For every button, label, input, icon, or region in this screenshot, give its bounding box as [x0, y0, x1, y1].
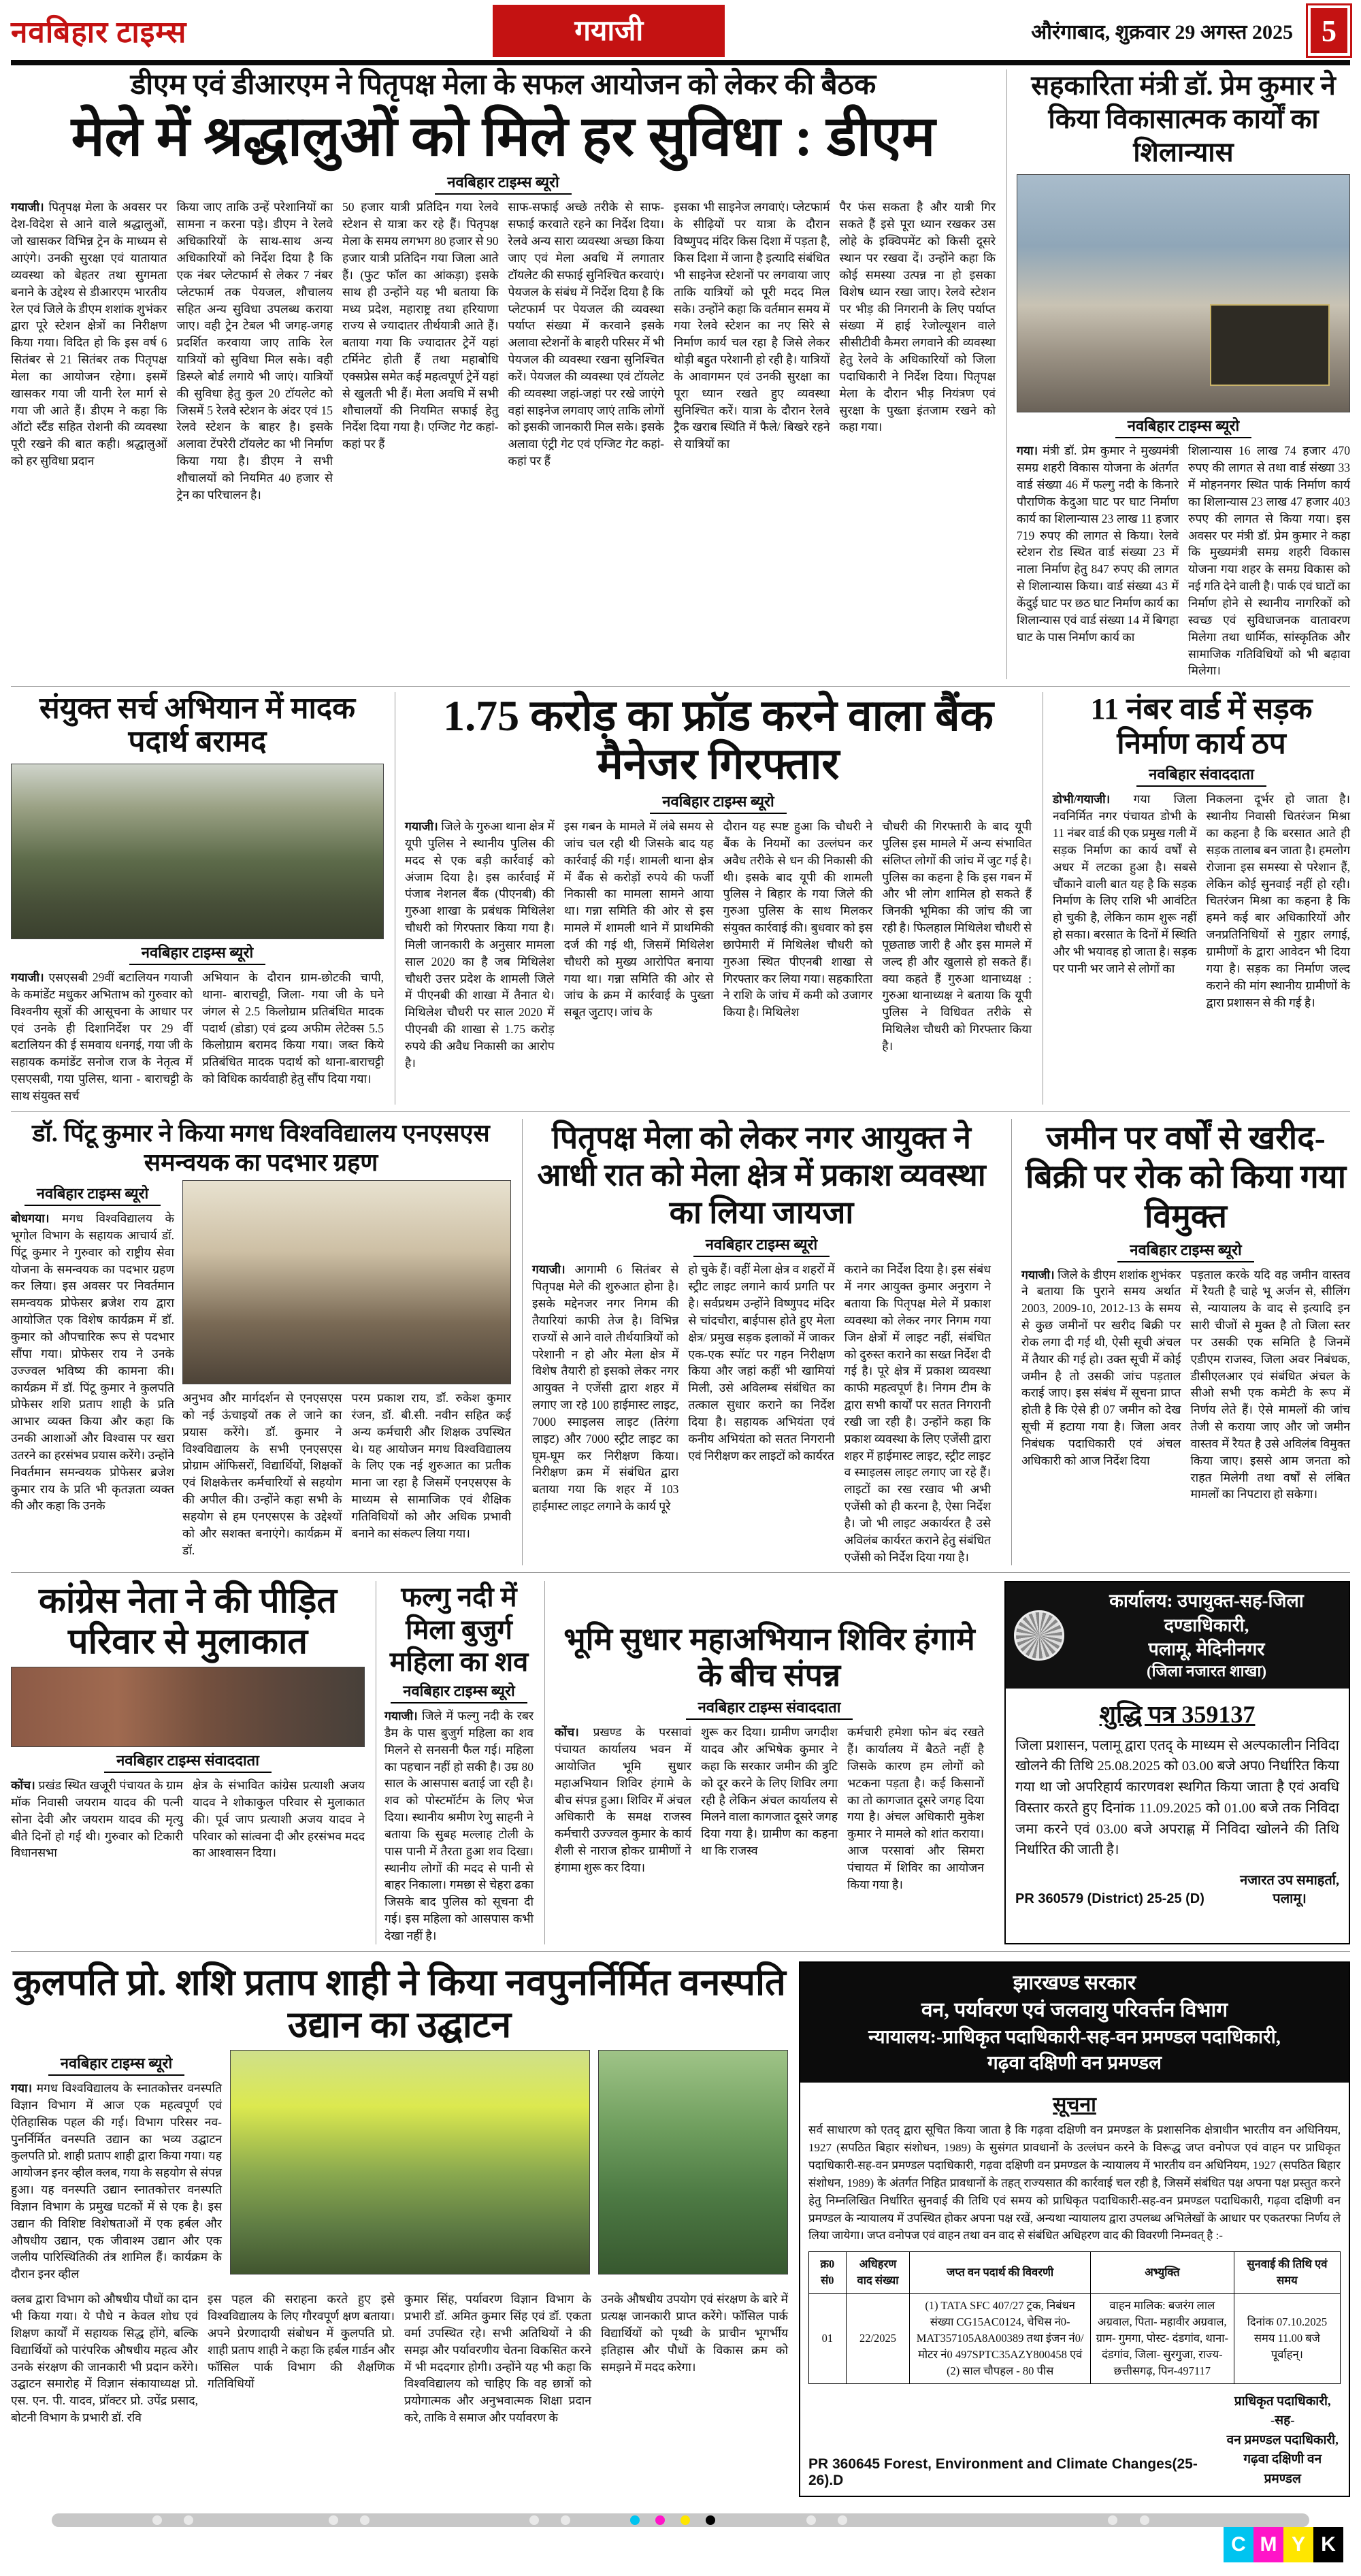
fraud-col-2: इस गबन के मामले में लंबे समय से जांच चल रही थी जिसके बाद यह कार्रवाई की गई। शामली थाना क्षेत्र में बैंक से करोड़ों रुपये की फर्जी निकासी का मामला सामने आया था। गन्ना समिति की ओर से इस मामले में शामली थाने में प्राथमिकी दर्ज की गई थी, जिसमें मिथिलेश चौधरी को मुख्य आरोपित बनाया गया था। गन्ना समिति की ओर से जांच के क्रम में कार्रवाई के पुख्ता सबूत जुटाए। जांच के [563, 819, 714, 1020]
bhoomi-col-2: शुरू कर दिया। ग्रामीण जगदीश यादव और अभिषेक कुमार ने कहा कि सरकार जमीन की त्रुटि को दूर करने के लिए शिविर लगा रही है लेकिन अंचल कार्यालय से मिलने वाला कागजात दूसरे जगह दिया गया है। ग्रामीण का कहना था कि राजस्व [701, 1725, 838, 1858]
pintu-photo [182, 1180, 511, 1384]
jharkhand-gov-header [800, 1963, 1349, 2083]
kulpati-photo-2 [598, 2050, 788, 2275]
yellow-registration-dot [680, 2515, 690, 2525]
congress-byline: नवबिहार टाइम्स संवाददाता [104, 1750, 272, 1773]
jh-sign-line3: वन प्रमण्डल पदाधिकारी, [1226, 2432, 1339, 2447]
jameen-col-2: पड़ताल करके यदि वह जमीन वास्तव में रैयती है चाहे भू अर्जन से, सीलिंग से, न्यायालय के वाद से इत्यादि इन सारी चीजों से मुक्त है तो जिला स्तर पर उसकी एक समिति है जिनमें एडीएम राजस्व, जिला अवर निबंधक, डीसीएलआर एवं संबंधित अंचल के सीओ सभी एक कमेटी के रूप में निर्णय लेते हैं। ऐसे मामलों की जांच तेजी से कराया जाए और जो जमीन वास्तव में रैयत है उसे अविलंब विमुक्त किया जाए। इससे आम जनता को राहत मिलेगी तथा वर्षों से लंबित मामलों का निपटारा हो सकेगा। [1190, 1267, 1350, 1501]
falgu-dateline: गयाजी। [384, 1709, 418, 1723]
kulpati-col-3: इस पहल की सराहना करते हुए इसे विश्वविद्यालय के लिए गौरवपूर्ण क्षण बताया। अपने प्रेरणादायी संबोधन में कुलपति प्रो. शाही प्रताप शाही ने कहा कि हर्बल गार्डन और फॉसिल पार्क विभाग की शैक्षणिक गतिविधियों [208, 2292, 395, 2391]
article-jameen [1011, 1119, 1350, 1566]
bhoomi-byline: नवबिहार टाइम्स संवाददाता [686, 1697, 853, 1720]
masthead-rule [11, 60, 1350, 65]
col-header-case: अधिहरण वाद संख्या [846, 2252, 910, 2294]
bhoomi-col-3: कर्मचारी हमेशा फोन बंद रखते हैं। कार्यालय में बैठते नहीं है जिसके कारण हम लोगों को भटकना पड़ता है। कई किसानों का तो कागजात दूसरे जगह दिया गया है। अंचल अधिकारी मुकेश कुमार ने मामले को शांत कराया। आज परसावां और सिमरा पंचायत में शिविर का आयोजन किया गया है। [847, 1725, 984, 1891]
shilanyas-col-2: शिलान्यास 16 लाख 74 हजार 470 रुपए की लागत से तथा वार्ड संख्या 33 में मोहननगर स्थित पार्क निर्माण कार्य का शिलान्यास 23 लाख 47 हजार 403 रुपए की लागत से किया गया। इस अवसर पर मंत्री डॉ. प्रेम कुमार ने कहा कि मुख्यमंत्री समग्र शहरी विकास योजना गया शहर के समग्र विकास को नई गति देने वाली है। पार्क एवं घाटों का निर्माण होने से स्थानीय नागरिकों को स्वच्छ एवं सुविधाजनक वातावरण मिलेगा तथा धार्मिक, सांस्कृतिक और सामाजिक गतिविधियों को भी बढ़ावा मिलेगा। [1188, 444, 1350, 678]
notice-jharkhand-forest [799, 1961, 1350, 2497]
jh-sign-line2: -सह- [1270, 2413, 1295, 2428]
shilanyas-dateline: गया। [1017, 444, 1038, 458]
jameen-byline: नवबिहार टाइम्स ब्यूरो [1117, 1239, 1254, 1262]
shilanyas-byline: नवबिहार टाइम्स ब्यूरो [1115, 415, 1252, 438]
article-lead [11, 69, 996, 679]
congress-col-1: कोंच। प्रखंड स्थित खजूरी पंचायत के ग्राम मॉक निवासी जयराम यादव की पत्नी सोना देवी और जयराम यादव की मृत्यु बीते दिनों हो गई थी। गुरुवार को टिकारी विधानसभा [11, 1778, 183, 1860]
masthead [11, 7, 1350, 54]
shuddhi-sign-line2: पलामू। [1273, 1891, 1307, 1907]
congress-col-2: क्षेत्र के संभावित कांग्रेस प्रत्याशी अजय यादव ने शोकाकुल परिवार से मुलाकात की। पूर्व जाप प्रत्याशी अजय यादव ने परिवार को सांत्वना दी और हरसंभव मदद का आश्वासन दिया। [193, 1778, 365, 1860]
jh-gov-line2: वन, पर्यावरण एवं जलवायु परिवर्त्तन विभाग [921, 1999, 1228, 2022]
fraud-dateline: गयाजी। [405, 819, 438, 833]
col-header-sno: क्र0 सं0 [809, 2252, 847, 2294]
nagar-byline: नवबिहार टाइम्स ब्यूरो [693, 1234, 830, 1257]
fraud-col-4: चौधरी की गिरफ्तारी के बाद यूपी पुलिस इस मामले में अन्य संभावित संलिप्त लोगों की जांच में जुट गई है। पुलिस का कहना है कि इस गबन में और भी लोग शामिल हो सकते हैं जिनकी भूमिका की जांच की जा रही है। फिलहाल मिथिलेश चौधरी से पूछताछ जारी है और इस मामले में जल्द ही और खुलासे हो सकते हैं। क्या कहते हैं गुरुआ थानाध्यक्ष : गुरुआ थानाध्यक्ष ने बताया कि यूपी पुलिस ने विधिवत तरीके से मिथिलेश चौधरी को गिरफ्तार किया है। [882, 819, 1032, 1053]
kulpati-col-1: गया। मगध विश्वविद्यालय के स्नातकोत्तर वनस्पति विज्ञान विभाग में आज एक महत्वपूर्ण एवं ऐतिहासिक पहल की गई। विभाग परिसर नव-पुनर्निर्मित वनस्पति उद्यान का भव्य उद्घाटन कुलपति प्रो. शाही प्रताप शाही द्वारा किया गया। यह आयोजन इनर व्हील क्लब, गया के सहयोग से संपन्न हुआ। यह वनस्पति उद्यान स्नातकोत्तर वनस्पति विज्ञान विभाग के प्रमुख घटकों में से एक है। इस उद्यान की विशिष्ट विशेषताओं में एक हर्बल और औषधीय उद्यान, एक जीवाश्म उद्यान और एक जलीय पारिस्थितिकी तंत्र शामिल हैं। कार्यक्रम के दौरान इनर व्हील [11, 2081, 223, 2281]
col-header-hearing: सुनवाई की तिथि एवं समय [1234, 2252, 1340, 2294]
shilanyas-col-1: गया। मंत्री डॉ. प्रेम कुमार ने मुख्यमंत्री समग्र शहरी विकास योजना के अंतर्गत वार्ड संख्या 46 में फल्गु नदी के किनारे पौराणिक केदुआ घाट पर घाट निर्माण कार्य का शिलान्यास 23 लाख 11 हजार 719 रुपए की लागत से किया। रेलवे स्टेशन रोड स्थित वार्ड संख्या 23 में नाला निर्माण हेतु 847 रुपए की लागत से शिलान्यास किया। वार्ड संख्या 43 में केंदुई घाट पर छठ घाट निर्माण कार्य का शिलान्यास एवं वार्ड संख्या 14 में बिगहा घाट के पास निर्माण कार्य का [1017, 444, 1179, 644]
search-byline: नवबिहार टाइम्स ब्यूरो [129, 942, 266, 965]
shuddhi-office-line1: कार्यालय: उपायुक्त-सह-जिला दण्डाधिकारी, [1109, 1591, 1304, 1635]
yellow-swatch: Y [1283, 2527, 1313, 2562]
falgu-byline: नवबिहार टाइम्स ब्यूरो [391, 1680, 527, 1703]
shilanyas-headline: सहकारिता मंत्री डॉ. प्रेम कुमार ने किया विकासात्मक कार्यों का शिलान्यास [1031, 70, 1336, 167]
congress-dateline: कोंच। [11, 1778, 35, 1793]
nagar-col-2: हो चुके हैं। वहीं मेला क्षेत्र व शहरों में स्ट्रीट लाइट लगाने कार्य प्रगति पर है। सर्वप्रथम उन्होंने विष्णुपद मंदिर से चांदचौरा, बाईपास होते हुए मेला क्षेत्र/ प्रमुख सड़क इलाकों में जाकर एक-एक स्पॉट पर गहन निरीक्षण किया और जहां कहीं भी खामियां मिली, उसे अविलम्ब संबंधित का तत्काल सुधार कराने का निर्देश दिया है। सहायक अभियंता एवं कनीय अभियंता को सतत निगरानी एवं निरीक्षण कर लाइटों को कार्यरत [688, 1262, 835, 1463]
nagar-col-3: कराने का निर्देश दिया है। इस संबंध में नगर आयुक्त कुमार अनुराग ने बताया कि पितृपक्ष मेले में प्रकाश व्यवस्था को लेकर नगर निगम गया जिन क्षेत्रों में लाइट नहीं, संबंधित को दुरुस्त कराने का सख्त निर्देश दी गई है। पूरे क्षेत्र में प्रकाश व्यवस्था काफी महत्वपूर्ण है। निगम टीम के द्वारा सभी कार्यों पर सतत निगरानी रखी जा रही है। उन्होंने कहा कि प्रकाश व्यवस्था के लिए एजेंसी द्वारा शहर में हाईमास्ट लाइट, स्ट्रीट लाइट व स्माइलस लाइट लगाए जा रहे हैं। लाइटों का रख रखाव भी अभी एजेंसी को ही करना है, ऐसा निर्देश है। जो भी लाइट अकार्यरत है उसे अविलंब कार्यरत कराने हेतु संबंधित एजेंसी को निर्देश दिया गया है। [844, 1262, 991, 1564]
jameen-col-1: गयाजी। जिले के डीएम शशांक शुभंकर ने बताया कि पुराने समय अर्थात 2003, 2009-10, 2012-13 के समय से कुछ जमीनों पर खरीद बिक्री पर रोक लगा दी गई थी, ऐसी सूची अंचल में तैयार की गई हो। उक्त सूची में कोई जमीन है तो उसकी जांच पड़ताल कराई जाए। इस संबंध में सूचना प्राप्त होती है कि ऐसे ही 07 जमीन को देख सूची में हटाया गया है। जिला अवर निबंधक पदाधिकारी एवं अंचल अधिकारी को आज निर्देश दिया [1021, 1267, 1181, 1467]
cmyk-color-mark [1224, 2527, 1343, 2562]
pintu-col-2: अनुभव और मार्गदर्शन से एनएसएस को नई ऊंचाइयों तक ले जाने का प्रयास करेंगे। डॉ. कुमार ने विश्वविद्यालय के सभी एनएसएस प्रोग्राम ऑफिसरों, विद्यार्थियों, शिक्षकों एवं शिक्षकेत्तर कर्मचारियों से सहयोग की अपील की। उन्होंने कहा सभी के सहयोग से हम एनएसएस के उद्देश्यों को और सशक्त बनाएंगे। कार्यक्रम में डॉ. [182, 1391, 342, 1557]
lead-body [11, 199, 996, 503]
ward-byline: नवबिहार संवाददाता [1136, 764, 1266, 787]
shuddhi-office-line3: (जिला नजारत शाखा) [1146, 1662, 1267, 1680]
black-swatch: K [1313, 2527, 1343, 2562]
cell-hearing: दिनांक 07.10.2025 समय 11.00 बजे पूर्वाहन्। [1234, 2294, 1340, 2384]
falgu-headline: फल्गु नदी में मिला बुजुर्ग महिला का शव [389, 1582, 529, 1677]
kulpati-headline: कुलपति प्रो. शशि प्रताप शाही ने किया नवपुनर्निर्मित वनस्पति उद्यान का उद्घाटन [13, 1961, 786, 2045]
jh-gov-line3: न्यायालय:-प्राधिकृत पदाधिकारी-सह-वन प्रमण्डल पदाधिकारी, [868, 2026, 1281, 2048]
print-registration-zone [11, 2508, 1350, 2556]
nagar-col-1: गयाजी। आगामी 6 सितंबर से पितृपक्ष मेले की शुरुआत होना है। इसके मद्देनजर नगर निगम की तैयारियां काफी तेज है। विभिन्न राज्यों से आने वाले तीर्थयात्रियों को परेशानी न हो और मेला क्षेत्र में विशेष तैयारी हो इसको लेकर नगर आयुक्त ने एजेंसी द्वारा शहर में लगाए जा रहे 100 हाईमास्ट लाइट, 7000 स्माइलस लाइट (तिरंगा लाइट) और 7000 स्ट्रीट लाइट का घूम-घूम कर निरीक्षण किया। निरीक्षण क्रम में संबंधित द्वारा बताया गया कि शहर में 103 हाईमास्ट लाइट लगाने के कार्य पूरे [532, 1262, 679, 1514]
table-row [809, 2294, 1341, 2384]
edition-name: गयाजी [493, 5, 725, 57]
page-number: 5 [1308, 5, 1350, 56]
shuddhi-title: शुद्धि पत्र 359137 [1099, 1700, 1256, 1728]
col-header-remarks: अभ्युक्ति [1090, 2252, 1234, 2294]
lead-col-5: इसका भी साइनेज लगवाएं। प्लेटफार्म के सीढ़ियों पर यात्रा के दौरान विष्णुपद मंदिर किस दिशा में पड़ता है, किस दिशा में जाना है इत्यादि संबंधित भी साइनेज स्टेशनों पर लगवाया जाए ताकि यात्रियों को पूरी मदद मिल सके। उन्होंने कहा कि वर्तमान समय में गया रेलवे स्टेशन का नए सिरे से निर्माण कार्य चल रहा है जिसे लेकर थोड़ी बहुत परेशानी हो रही है। यात्रियों के आवागमन एवं उनकी सुरक्षा का पूरा ध्यान रखते हुए व्यवस्था सुनिश्चित करें। यात्रा के दौरान रेलवे ट्रैक खराब स्थिति में फैले/ बिखरे रहने से यात्रियों का [674, 200, 830, 451]
lead-byline: नवबिहार टाइम्स ब्यूरो [435, 172, 572, 195]
jh-notice-body: सर्व साधारण को एतद् द्वारा सूचित किया जाता है कि गढ़वा दक्षिणी वन प्रमण्डल के प्रशासनिक क्षेत्राधीन भारतीय वन अधिनियम, 1927 (सपठित बिहार संशोधन, 1989) के सुसंगत प्रावधानों के उल्लंघन करने के विरूद्ध जप्त वनोपज एवं वाहन पर प्राधिकृत पदाधिकारी-सह-वन प्रमण्डल पदाधिकारी, गढ़वा दक्षिणी वन प्रमण्डल के न्यायालय में भारतीय वन अधिनियम, 1927 (सपठित बिहार संशोधन, 1989) के अंतर्गत निहित प्रावधानों के तहत् राज्यसात की कार्रवाई चल रही है, जिसमें संबंधित पक्ष अपना पक्ष प्रस्तुत करने हेतु निम्नलिखित निर्धारित सुनवाई की तिथि एवं समय को प्राधिकृत पदाधिकारी-सह-वन प्रमण्डल पदाधिकारी, गढ़वा दक्षिणी वन प्रमण्डल के न्यायालय में उपस्थित होकर अपना पक्ष रखें, अन्यथा न्यायालय द्वारा उपलब्ध अभिलेखों के आधार पर एकतरफा निर्णय ले लिया जायेगा। जप्त वनोपज एवं वाहन तथा वन वाद से संबंधित अधिहरण वाद की विवरणी निम्नवत् है :- [808, 2123, 1341, 2243]
reg-dot [329, 2515, 338, 2525]
jh-gov-line4: गढ़वा दक्षिणी वन प्रमण्डल [987, 2052, 1162, 2074]
jh-pr-number: PR 360645 Forest, Environment and Climate Changes(25-26).D [808, 2456, 1198, 2489]
registration-bar [52, 2513, 1309, 2527]
congress-headline: कांग्रेस नेता ने की पीड़ित परिवार से मुलाकात [38, 1582, 338, 1662]
lead-col-1: गयाजी। पितृपक्ष मेला के अवसर पर देश-विदेश से आने वाले श्रद्धालुओं, जो खासकर विभिन्न ट्रेन के माध्यम से आएंगे। उनकी सुरक्षा एवं यातायात व्यवस्था को बेहतर तथा सुगमता बनाने के उद्देश्य से डीआरएम भारतीय रेल एवं जिले के डीएम शशांक शुभंकर द्वारा पूरे स्टेशन क्षेत्रों का निरीक्षण किया गया। विदित हो कि इस वर्ष 6 सितंबर से 21 सितंबर तक पितृपक्ष मेला का आयोजन रहेगा। इसमें खासकर गया जी यानी रेल मार्ग से गया जी आते हैं। डीएम ने कहा कि ऑटो स्टैंड सहित रोशनी की व्यवस्था पूरी रखने की बात कही। श्रद्धालुओं को हर सुविधा प्रदान [11, 200, 167, 468]
lead-col-2: किया जाए ताकि उन्हें परेशानियों का सामना न करना पड़े। डीएम ने रेलवे अधिकारियों के साथ-साथ अन्य अधिकारियों को निर्देश दिया है कि एक नंबर प्लेटफार्म से लेकर 7 नंबर प्लेटफार्म तक पेयजल, शौचालय सहित अन्य सुविधा उपलब्ध कराया जाए। वही ट्रेन टेबल भी जगह-जगह प्रदर्शित करवाया जाए ताकि रेल यात्रियों को सुविधा मिल सके। वही डिस्प्ले बोर्ड लगाये भी जाएं। यात्रियों की सुविधा हेतु कुल 20 टॉयलेट को जिसमें 5 रेलवे स्टेशन के अंदर एवं 15 रेलवे स्टेशन के बाहर है। इसके अलावा टेंपरेरी टॉयलेट का भी निर्माण किया गया है। डीएम ने सभी शौचालयों को नियमित 40 हजार से ट्रेन का परिचालन है। [176, 200, 333, 502]
magenta-registration-dot [655, 2515, 665, 2525]
lead-headline: मेले में श्रद्धालुओं को मिले हर सुविधा : डीएम [71, 105, 936, 168]
pintu-byline: नवबिहार टाइम्स ब्यूरो [24, 1183, 161, 1206]
reg-dot [360, 2515, 370, 2525]
foundation-plaque [1210, 304, 1330, 386]
search-col-1: गयाजी। एसएसबी 29वीं बटालियन गयाजी के कमांडेंट मधुकर अभिताभ को गुरुवार को विश्वनीय सूत्रों की आसूचना के आधार पर एवं उनके ही दिशानिर्देश पर 29 वीं बटालियन की ई समवाय धनगई, गया जी के सहायक कमांडेंट सनोज राज के नेतृत्व में एसएसबी, गया पुलिस, थाना - बाराचट्टी के साथ संयुक्त सर्च [11, 970, 193, 1103]
reg-dot [184, 2515, 193, 2525]
kulpati-col-5: उनके औषधीय उपयोग एवं संरक्षण के बारे में प्रत्यक्ष जानकारी प्राप्त करेंगे। फॉसिल पार्क विद्यार्थियों को पृथ्वी के प्राचीन भूगर्भीय इतिहास और पौधों के विकास क्रम को समझने में मदद करेगा। [601, 2292, 788, 2374]
ward-headline: 11 नंबर वार्ड में सड़क निर्माण कार्य ठप [1090, 692, 1313, 760]
ward-col-2: निकलना दूर्भर हो जाता है। स्थानीय निवासी चितरंजन मिश्रा का कहना है कि बरसात आते ही सड़क तालाब बन जाता है। हमलोग रोजाना इस समस्या से परेशान हैं, लेकिन कोई सुनवाई नहीं हो रही। चितरंजन मिश्रा का कहना है कि हमने कई बार अधिकारियों और जनप्रतिनिधियों से गुहार लगाई, ग्रामीणों के द्वारा आवेदन भी दिया गया है। सड़क का निर्माण जल्द कराने की मांग स्थानीय ग्रामीणों के द्वारा प्रशासन से की गई है। [1206, 792, 1350, 1009]
black-registration-dot [706, 2515, 715, 2525]
nagar-headline: पितृपक्ष मेला को लेकर नगर आयुक्त ने आधी रात को मेला क्षेत्र में प्रकाश व्यवस्था का लिया जायजा [537, 1120, 986, 1230]
kulpati-byline: नवबिहार टाइम्स ब्यूरो [48, 2053, 185, 2076]
nagar-dateline: गयाजी। [532, 1262, 565, 1277]
jh-notice-title: सूचना [1053, 2093, 1096, 2117]
article-bhoomi [544, 1581, 994, 1944]
search-col-2: अभियान के दौरान ग्राम-छोटकी चापी, थाना- बाराचट्टी, जिला- गया जी के घने जंगल से 2.5 किलोग्राम प्रतिबंधित मादक पदार्थ (डोडा) एवं द्रव्य अफीम लेटेक्स 5.5 किलोग्राम बरामद किया गया। जब्त किये प्रतिबंधित मादक पदार्थ को थाना-बाराचट्टी को विधिक कार्यवाही हेतु सौंप दिया गया। [202, 970, 384, 1086]
kulpati-photo-1 [230, 2050, 590, 2275]
reg-dot [838, 2515, 847, 2525]
lead-kicker: डीएम एवं डीआरएम ने पितृपक्ष मेला के सफल आयोजन को लेकर की बैठक [130, 69, 876, 101]
pintu-headline: डॉ. पिंटू कुमार ने किया मगध विश्वविद्यालय एनएसएस समन्वयक का पदभार ग्रहण [32, 1119, 490, 1176]
shuddhi-office-header [1006, 1582, 1349, 1688]
cyan-registration-dot [630, 2515, 640, 2525]
fraud-col-1: गयाजी। जिले के गुरुआ थाना क्षेत्र में यूपी पुलिस ने स्थानीय पुलिस की मदद से एक बड़ी कार्रवाई को अंजाम दिया है। इस कार्रवाई में पंजाब नेशनल बैंक (पीएनबी) की गुरुआ शाखा के प्रबंधक मिथिलेश चौधरी को गिरफ्तार किया गया है। मिली जानकारी के अनुसार मामला साल 2020 का है जब मिथिलेश चौधरी उत्तर प्रदेश के शामली जिले में पीएनबी की शाखा में तैनात थे। मिथिलेश चौधरी पर साल 2020 में पीएनबी की शाखा से 1.75 करोड़ रुपये की अवैध निकासी का आरोप है। [405, 819, 555, 1070]
paper-title: नवबिहार टाइम्स [11, 16, 187, 49]
shuddhi-office-line2: पलामू, मेदिनीनगर [1148, 1638, 1265, 1659]
jameen-dateline: गयाजी। [1021, 1267, 1055, 1282]
magenta-swatch: M [1253, 2527, 1283, 2562]
cell-sno: 01 [809, 2294, 847, 2384]
reg-dot [561, 2515, 570, 2525]
ward-col-1: डोभी/गयाजी। गया जिला नवनिर्मित नगर पंचायत डोभी के 11 नंबर वार्ड की एक प्रमुख गली में सड़क निर्माण का कार्य वर्षों से अधर में लटका हुआ है। सबसे चौंकाने वाली बात यह है कि सड़क निर्माण के लिए राशि भी आवंटित हो चुकी है, लेकिन काम शुरू नहीं हो सका। बरसात के दिनों में स्थिति और भी भयावह हो जाता है। सड़क पर पानी भर जाने से लोगों का [1053, 792, 1197, 975]
shuddhi-body: जिला प्रशासन, पलामू द्वारा एतद् के माध्यम से अल्पकालीन निविदा खोलने की तिथि 25.08.2025 को 03.00 बजे अप0 निर्धारित किया गया था जो अपरिहार्य कारणवश स्थगित किया जाता है एवं अवधि विस्तार करते हुए दिनांक 11.09.2025 को 01.00 बजे तक निविदा जमा करने एवं 03.00 बजे अपराह्ण में निविदा खोलने की तिथि निर्धारित की जाती है। [1015, 1738, 1339, 1858]
article-fraud [395, 692, 1032, 1105]
pintu-col-3: परम प्रकाश राय, डॉ. रुकेश कुमार रंजन, डॉ. बी.सी. नवीन सहित कई अन्य कर्मचारी और शिक्षक उपस्थित थे। यह आयोजन मगध विश्वविद्यालय के लिए एक नई शुरुआत का प्रतीक माना जा रहा है जिसमें एनएसएस के माध्यम से सामाजिक एवं शैक्षिक गतिविधियों को और अधिक प्रभावी बनाने का संकल्प लिया गया। [351, 1391, 511, 1540]
article-ward [1043, 692, 1350, 1105]
cell-remarks: वाहन मालिक: बजरंग लाल अग्रवाल, पिता- महावीर अग्रवाल, ग्राम- गुमगा, पोस्ट- दंडगांव, थाना- दंडगांव, जिला- सुरगुजा, राज्य- छत्तीसगढ़, पिन-497117 [1090, 2294, 1234, 2384]
lead-col-3: 50 हजार यात्री प्रतिदिन गया रेलवे स्टेशन से यात्रा कर रहे हैं। पितृपक्ष मेला के समय लगभग 80 हजार से 90 हजार यात्री प्रतिदिन गया जिला आते हैं। (फुट फॉल का आंकड़ा) इसके साथ ही उन्होंने यह भी बताया कि मध्य प्रदेश, महाराष्ट्र तथा हरियाणा राज्य से ज्यादातर तीर्थयात्री आते हैं। बताया गया कि ज्यादातर ट्रेनें यहां टर्मिनेट होती हैं तथा महाबोधि एक्सप्रेस समेत कई महत्वपूर्ण ट्रेनें यहां से खुलती भी हैं। मेला अवधि में सभी शौचालयों की नियमित सफाई हेतु निर्देश दिया गया है। एग्जिट गेट कहां-कहां पर हैं [342, 200, 499, 451]
article-falgu [376, 1581, 534, 1944]
article-nagar [522, 1119, 1000, 1566]
col-header-goods: जप्त वन पदार्थ की विवरणी [910, 2252, 1091, 2294]
search-photo [11, 764, 384, 939]
pintu-dateline: बोधगया। [11, 1211, 50, 1226]
shilanyas-photo [1017, 174, 1350, 412]
issue-date: औरंगाबाद, शुक्रवार 29 अगस्त 2025 [1031, 20, 1293, 44]
jh-sign-line1: प्राधिकृत पदाधिकारी, [1234, 2394, 1331, 2409]
jameen-headline: जमीन पर वर्षों से खरीद-बिक्री पर रोक को किया गया विमुक्त [1025, 1120, 1347, 1235]
article-shilanyas [1006, 69, 1350, 679]
lead-col-6: पैर फंस सकता है और यात्री गिर सकते हैं इसे पूरा ध्यान रखकर उस लोहे के इक्विपमेंट को किसी दूसरे स्थान पर रखवा दें। उन्होंने कहा कि कोई समस्या उत्पन्न ना हो इसका विशेष ध्यान रखा जाए। रेलवे स्टेशन पर भीड़ की निगरानी के लिए पर्याप्त संख्या में हाई रेजोल्यूशन वाले सीसीटीवी कैमरा लगवाने की व्यवस्था हेतु रेलवे के अधिकारियों को जिला पदाधिकारी ने निर्देश दिया। पितृपक्ष मेला के दौरान भीड़ नियंत्रण एवं सुरक्षा के पुख्ता इंतजाम रखने को कहा गया। [839, 200, 996, 434]
bhoomi-col-1: कोंच। प्रखण्ड के परसावां पंचायत कार्यालय भवन में आयोजित भूमि सुधार महाअभियान शिविर हंगामे के बीच संपन्न हुआ। शिविर में अंचल अधिकारी के समक्ष राजस्व कर्मचारी उज्ज्वल कुमार के कार्य शैली से नाराज होकर ग्रामीणों ने हंगामा शुरू कर दिया। [555, 1725, 691, 1875]
fraud-headline: 1.75 करोड़ का फ्रॉड करने वाला बैंक मैनेजर गिरफ्तार [443, 691, 994, 788]
seizure-case-table [808, 2251, 1341, 2383]
cyan-swatch: C [1224, 2527, 1253, 2562]
reg-dot [806, 2515, 816, 2525]
shuddhi-pr-number: PR 360579 (District) 25-25 (D) [1015, 1891, 1204, 1907]
ward-dateline: डोभी/गयाजी। [1053, 792, 1111, 806]
kulpati-dateline: गया। [11, 2081, 33, 2096]
pintu-col-1: बोधगया। मगध विश्वविद्यालय के भूगोल विभाग के सहायक आचार्य डॉ. पिंटू कुमार ने गुरुवार को राष्ट्रीय सेवा योजना के समन्वयक का पदभार ग्रहण कर लिया। इस अवसर पर निवर्तमान समन्वयक प्रोफेसर ब्रजेश राय द्वारा आयोजित एक विशेष कार्यक्रम में डॉ. कुमार को औपचारिक रूप से पदभार सौंपा गया। प्रोफेसर राय ने उनके उज्ज्वल भविष्य की कामना की। कार्यक्रम में डॉ. पिंटू कुमार ने कुलपति प्रोफेसर शशि प्रताप शाही के प्रति आभार व्यक्त किया और कहा कि उनकी आशाओं और विश्वास पर खरा उतरने का हरसंभव प्रयास करेंगे। उन्होंने निवर्तमान समन्वयक प्रोफेसर ब्रजेश कुमार राय के प्रति भी कृतज्ञता व्यक्त की और कहा कि उनके [11, 1211, 174, 1513]
article-pintu [11, 1119, 511, 1566]
reg-dot [529, 2515, 539, 2525]
search-dateline: गयाजी। [11, 970, 44, 984]
article-kulpati [11, 1961, 788, 2497]
bhoomi-dateline: कोंच। [555, 1725, 579, 1740]
search-headline: संयुक्त सर्च अभियान में मादक पदार्थ बरामद [39, 691, 356, 758]
fraud-byline: नवबिहार टाइम्स ब्यूरो [650, 791, 787, 814]
article-search [11, 692, 384, 1105]
article-congress [11, 1581, 365, 1944]
congress-photo [11, 1667, 365, 1747]
kulpati-col-2: क्लब द्वारा विभाग को औषधीय पौधों का दान भी किया गया। ये पौधे न केवल शोध एवं शिक्षण कार्यों में सहायक सिद्ध होंगे, बल्कि विद्यार्थियों को पारंपरिक औषधीय महत्व और उनके संरक्षण की जानकारी भी प्रदान करेंगे। उद्घाटन समारोह में विज्ञान संकायाध्यक्ष प्रो. एस. एन. पी. यादव, प्रॉक्टर प्रो. उपेंद्र प्रसाद, बोटनी विभाग के प्रभारी डॉ. रवि [11, 2292, 198, 2425]
kulpati-col-4: कुमार सिंह, पर्यावरण विज्ञान विभाग के प्रभारी डॉ. अमित कुमार सिंह एवं डॉ. एकता वर्मा उपस्थित रहे। सभी अतिथियों ने की समझ और पर्यावरणीय चेतना विकसित करने में भी मददगार होगी। उन्होंने यह भी कहा कि विश्वविद्यालय को चाहिए कि वह छात्रों को प्रयोगात्मक और अनुभवात्मक शिक्षा प्रदान करे, ताकि वे समाज और पर्यावरण के [404, 2292, 591, 2425]
fraud-col-3: दौरान यह स्पष्ट हुआ कि चौधरी ने बैंक के नियमों का उल्लंघन कर अवैध तरीके से धन की निकासी की थी। इसके बाद यूपी की शामली पुलिस ने बिहार के गया जिले की गुरुआ पुलिस के साथ मिलकर संयुक्त कार्रवाई की। बुधवार को इस छापेमारी में मिथिलेश चौधरी को गुरुआ स्थित पीएनबी शाखा से गिरफ्तार कर लिया गया। सहकारिता ने राशि के जांच में कमी को उजागर किया है। मिथिलेश [723, 819, 873, 1020]
cell-goods: (1) TATA SFC 407/27 ट्रक, निबंधन संख्या CG15AC0124, चेचिस नं0- MAT357105A8A00389 तथा इंजन नं0/मोटर नं0 497SPTC35AZY800458 एवं (2) साल चौपहल - 80 पीस [910, 2294, 1091, 2384]
cell-case-no: 22/2025 [846, 2294, 910, 2384]
lead-col-4: साफ-सफाई अच्छे तरीके से साफ-सफाई करवाते रहने का निर्देश दिया। रेलवे अन्य सारा व्यवस्था अच्छा किया जाए एवं मेला अवधि में लगातार टॉयलेट की सफाई सुनिश्चित करवाएं। पेयजल के संबंध में निर्देश दिया है कि प्लेटफार्म पर पेयजल की व्यवस्था पर्याप्त संख्या में करवाने इसके अलावा स्टेशनों के बाहरी परिसर में भी पेयजल की व्यवस्था रखना सुनिश्चित करें। पेयजल की व्यवस्था एवं टॉयलेट की व्यवस्था जहां-जहां पर रखे जाएंगे वहां साइनेज लगवाए जाएं ताकि लोगों को इसकी जानकारी मिल सके। इसके अलावा एंट्री गेट एवं एग्जिट गेट कहां-कहां पर हैं [508, 200, 664, 468]
shuddhi-sign-line1: नजारत उप समाहर्ता, [1240, 1873, 1339, 1889]
notice-shuddhi-patra [1004, 1581, 1350, 1944]
lead-dateline: गयाजी। [11, 200, 44, 214]
jh-gov-line1: झारखण्ड सरकार [1013, 1971, 1136, 1994]
reg-dot [152, 2515, 162, 2525]
reg-dot [1108, 2515, 1117, 2525]
bhoomi-headline: भूमि सुधार महाअभियान शिविर हंगामे के बीच संपन्न [563, 1622, 975, 1693]
jh-sign-line4: गढ़वा दक्षिणी वन प्रमण्डल [1243, 2452, 1322, 2486]
government-seal-icon [1014, 1610, 1064, 1661]
reg-dot [1140, 2515, 1149, 2525]
falgu-col-1: गयाजी। जिले में फल्गु नदी के रबर डैम के पास बुजुर्ग महिला का शव मिलने से सनसनी फैल गई। महिला का पहचान नहीं हो सकी है। उम्र 80 साल के आसपास बताई जा रही है। शव को पोस्टमॉर्टम के लिए भेज दिया। स्थानीय श्रमीण रेणु साहनी ने बताया कि सुबह मल्लाह टोली के पास पानी में तैरता हुआ शव दिखा। स्थानीय लोगों की मदद से पानी से बाहर निकाला। गमछा से चेहरा ढका जिसके बाद पुलिस को सूचना दी गई। इस महिला को आसपास कभी देखा नहीं है। [384, 1709, 534, 1943]
